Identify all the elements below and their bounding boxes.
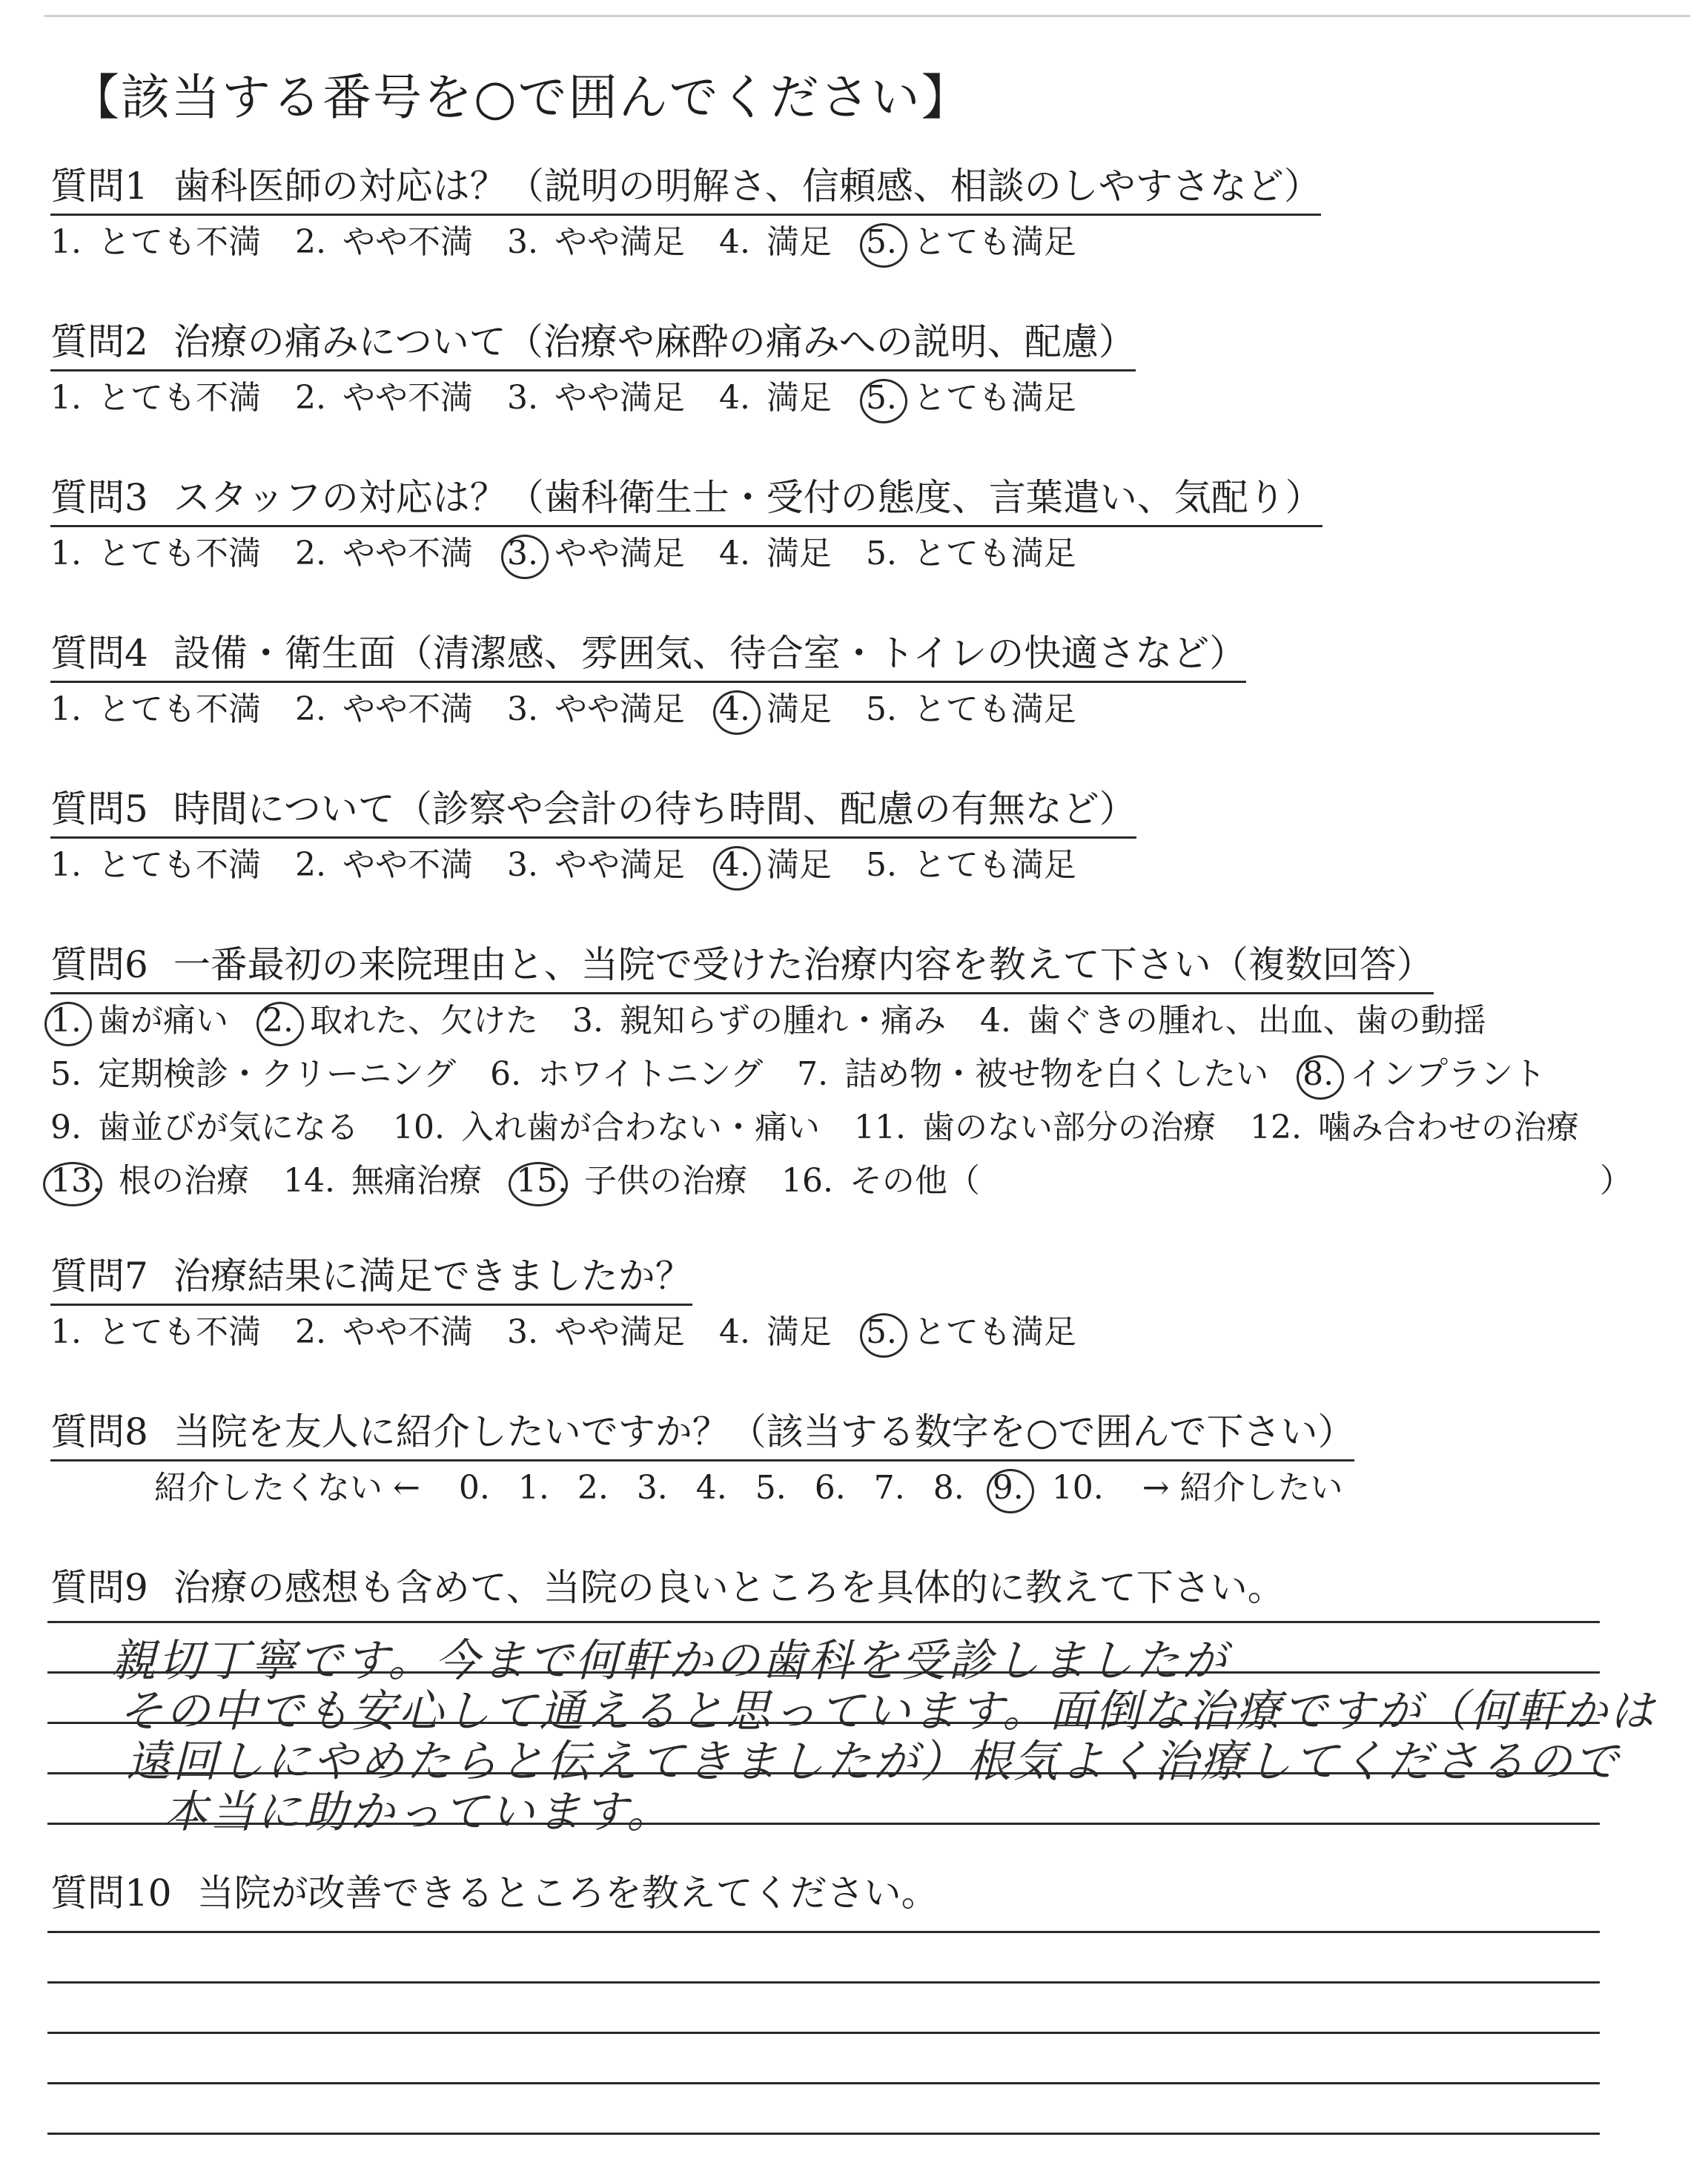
option-label: やや不満 (342, 379, 473, 417)
option-number: 1. (50, 1313, 82, 1351)
question-text: 当院が改善できるところを教えてください。 (196, 1872, 939, 1915)
option-label: やや満足 (554, 690, 685, 728)
option-label: 無痛治療 (351, 1162, 482, 1200)
option-number: 5. (865, 535, 897, 572)
question-number: 質問7 (50, 1255, 148, 1298)
option-label: インプラント (1350, 1055, 1546, 1093)
option-number: 5. (866, 371, 897, 425)
answer-line (47, 1931, 1600, 1933)
question-number: 質問10 (50, 1872, 172, 1915)
option-number: 3. (506, 223, 538, 261)
answer-option[interactable] (50, 527, 261, 581)
option-label: とても満足 (913, 379, 1076, 417)
answer-option[interactable] (295, 683, 473, 736)
option-number: 6. (490, 1055, 522, 1093)
option-number: 4. (718, 535, 750, 572)
answer-option[interactable] (719, 371, 832, 425)
question-text: 一番最初の来院理由と、当院で受けた治療内容を教えて下さい（複数回答） (173, 943, 1434, 986)
answer-option[interactable] (295, 371, 473, 425)
answer-option[interactable] (1250, 1101, 1579, 1155)
option-number: 5. (866, 216, 897, 269)
option-label: ホワイトニング (537, 1055, 764, 1093)
option-label: とても満足 (913, 223, 1076, 261)
scale-option[interactable] (755, 1462, 787, 1515)
question-8 (50, 1407, 1681, 1515)
option-number: 9. (50, 1109, 82, 1146)
option-row (50, 1155, 1681, 1208)
option-number: 1. (50, 846, 82, 884)
option-number: 4. (719, 683, 750, 736)
answer-option[interactable] (295, 839, 473, 892)
option-label: 歯が痛い (97, 1002, 228, 1040)
option-label: 満足 (766, 690, 832, 728)
answer-option[interactable] (507, 216, 685, 269)
option-label: やや不満 (342, 223, 473, 261)
question-number: 質問2 (50, 320, 148, 363)
answer-option[interactable] (295, 216, 473, 269)
handwritten-line-3: 遠回しにやめたらと伝えてきましたが）根気よく治療してくださるので (126, 1736, 1621, 1788)
answer-option[interactable] (50, 683, 261, 736)
answer-option[interactable] (572, 994, 946, 1048)
answer-options-grid[interactable] (50, 994, 1681, 1208)
option-label: やや満足 (554, 535, 685, 572)
option-label: 子供の治療 (583, 1162, 747, 1200)
option-label: とても不満 (97, 535, 261, 572)
option-number: 11. (853, 1109, 906, 1146)
option-label: とても満足 (913, 535, 1076, 572)
answer-option[interactable] (866, 839, 1076, 892)
option-label: とても満足 (913, 690, 1076, 728)
answer-option[interactable] (1302, 1048, 1546, 1101)
answer-option[interactable] (393, 1101, 820, 1155)
option-label: とても不満 (97, 1313, 261, 1351)
scale-left-label: 紹介したくない ← (154, 1469, 420, 1507)
option-number: 8. (1302, 1048, 1334, 1101)
answer-option[interactable] (866, 1306, 1076, 1359)
answer-option[interactable] (781, 1155, 980, 1208)
option-number: 3. (506, 379, 538, 417)
option-label: やや不満 (342, 846, 473, 884)
scale-number: 1. (517, 1469, 549, 1507)
option-row (50, 1101, 1681, 1155)
option-label: 詰め物・被せ物を白くしたい (844, 1055, 1269, 1093)
option-number: 3. (507, 527, 538, 581)
option-label: とても不満 (97, 379, 261, 417)
answer-option[interactable] (50, 1101, 359, 1155)
question-number: 質問9 (50, 1566, 148, 1609)
option-label: 親知らずの腫れ・痛み (619, 1002, 946, 1040)
answer-option[interactable] (866, 527, 1076, 581)
option-number: 1. (50, 223, 82, 261)
answer-option[interactable] (50, 1155, 249, 1208)
option-label: 歯並びが気になる (97, 1109, 359, 1146)
option-label: 根の治療 (118, 1162, 249, 1200)
scale-option[interactable] (637, 1462, 668, 1515)
question-number: 質問5 (50, 787, 148, 830)
answer-options[interactable] (50, 839, 1681, 892)
option-label: 入れ歯が合わない・痛い (460, 1109, 820, 1146)
question-5 (50, 785, 1681, 892)
option-number: 15. (516, 1155, 568, 1208)
option-number: 2. (294, 846, 326, 884)
answer-option[interactable] (980, 994, 1486, 1048)
option-number: 1. (50, 690, 82, 728)
option-label: とても不満 (97, 223, 261, 261)
option-label: 満足 (766, 1313, 832, 1351)
option-number: 2. (294, 1313, 326, 1351)
option-number: 3. (506, 690, 538, 728)
answer-option[interactable] (50, 839, 261, 892)
option-number: 5. (865, 690, 897, 728)
answer-option[interactable] (719, 839, 832, 892)
option-label: 取れた、欠けた (309, 1002, 538, 1040)
question-heading (50, 473, 1323, 527)
answer-options[interactable] (50, 1306, 1681, 1359)
option-label: とても満足 (913, 1313, 1076, 1351)
answer-option[interactable] (50, 1306, 261, 1359)
other-close-paren: ） (1600, 1162, 1632, 1200)
answer-line (47, 2082, 1600, 2084)
handwritten-line-2: その中でも安心して通えると思っています。面倒な治療ですが（何軒かは (119, 1685, 1657, 1737)
option-label: やや不満 (342, 535, 473, 572)
question-heading (50, 162, 1321, 216)
scale-option[interactable] (577, 1462, 609, 1515)
option-number: 1. (50, 379, 82, 417)
option-number: 3. (506, 846, 538, 884)
option-number: 1. (50, 535, 82, 572)
option-number: 1. (50, 994, 82, 1048)
page-title: 【該当する番号を○で囲んでください】 (70, 69, 972, 126)
answer-option[interactable] (507, 1306, 685, 1359)
option-number: 2. (294, 690, 326, 728)
answer-line (47, 1621, 1600, 1623)
answer-option[interactable] (507, 371, 685, 425)
question-text: 設備・衛生面（清潔感、雰囲気、待合室・トイレの快適さなど） (173, 632, 1247, 675)
answer-option[interactable] (50, 1048, 456, 1101)
answer-option[interactable] (283, 1155, 482, 1208)
handwritten-line-1: 親切丁寧です。今まで何軒かの歯科を受診しましたが (111, 1635, 1229, 1687)
option-row (50, 1048, 1681, 1101)
answer-option[interactable] (295, 527, 473, 581)
option-label: とても不満 (97, 690, 261, 728)
option-row (50, 994, 1681, 1048)
option-number: 5. (866, 1306, 897, 1359)
recommend-scale[interactable] (50, 1462, 1681, 1515)
option-number: 4. (719, 839, 750, 892)
answer-option[interactable] (719, 1306, 832, 1359)
scale-number: 3. (636, 1469, 668, 1507)
option-number: 7. (797, 1055, 829, 1093)
answer-option[interactable] (516, 1155, 747, 1208)
question-9 (50, 1563, 1681, 1615)
question-heading (50, 1407, 1354, 1462)
option-label: とても不満 (97, 846, 261, 884)
top-border (44, 15, 1690, 17)
question-heading (50, 317, 1136, 371)
answer-option[interactable] (719, 683, 832, 736)
question-number: 質問6 (50, 943, 148, 986)
scale-number: 4. (695, 1469, 727, 1507)
scale-option[interactable] (815, 1462, 846, 1515)
question-text: スタッフの対応は？（歯科衛生士・受付の態度、言葉遣い、気配り） (173, 476, 1323, 519)
answer-options[interactable] (50, 527, 1681, 581)
answer-line (47, 2032, 1600, 2034)
scale-number: 6. (814, 1469, 846, 1507)
answer-option[interactable] (866, 216, 1076, 269)
option-number: 13. (50, 1155, 102, 1208)
option-label: 満足 (766, 379, 832, 417)
answer-options[interactable] (50, 683, 1681, 736)
scale-option[interactable] (933, 1462, 964, 1515)
question-heading (50, 1563, 1681, 1615)
question-4 (50, 629, 1681, 736)
option-number: 3. (506, 1313, 538, 1351)
option-number: 2. (294, 535, 326, 572)
question-7 (50, 1252, 1681, 1359)
option-number: 2. (262, 994, 294, 1048)
question-text: 歯科医師の対応は？（説明の明解さ、信頼感、相談のしやすさなど） (173, 165, 1321, 208)
scale-number: 10. (1051, 1469, 1104, 1507)
option-number: 4. (718, 1313, 750, 1351)
option-number: 2. (294, 379, 326, 417)
answer-option[interactable] (295, 1306, 473, 1359)
scale-option[interactable] (696, 1462, 727, 1515)
question-number: 質問1 (50, 165, 148, 208)
scale-number: 9. (993, 1462, 1024, 1515)
question-text: 時間について（診察や会計の待ち時間、配慮の有無など） (173, 787, 1136, 830)
question-heading (50, 1252, 692, 1306)
answer-option[interactable] (719, 216, 832, 269)
question-2 (50, 317, 1681, 425)
answer-option[interactable] (507, 527, 685, 581)
option-label: やや満足 (554, 223, 685, 261)
option-label: 定期検診・クリーニング (97, 1055, 457, 1093)
option-number: 12. (1249, 1109, 1302, 1146)
question-heading (50, 629, 1246, 683)
scale-number: 8. (933, 1469, 964, 1507)
answer-option[interactable] (50, 371, 261, 425)
option-number: 14. (282, 1162, 335, 1200)
option-number: 10. (392, 1109, 445, 1146)
option-label: 噛み合わせの治療 (1317, 1109, 1579, 1146)
question-text: 当院を友人に紹介したいですか？（該当する数字を○で囲んで下さい） (173, 1410, 1355, 1453)
option-label: やや不満 (342, 1313, 473, 1351)
answer-option[interactable] (866, 371, 1076, 425)
option-label: やや不満 (342, 690, 473, 728)
answer-option[interactable] (507, 839, 685, 892)
option-label: やや満足 (554, 1313, 685, 1351)
scale-option[interactable] (993, 1462, 1024, 1515)
scale-option[interactable] (518, 1462, 549, 1515)
option-number: 2. (294, 223, 326, 261)
question-number: 質問8 (50, 1410, 148, 1453)
option-label: やや満足 (554, 846, 685, 884)
scale-number: 0. (458, 1469, 490, 1507)
option-label: 歯のない部分の治療 (921, 1109, 1216, 1146)
scale-right-label: → 紹介したい (1142, 1469, 1343, 1507)
answer-options[interactable] (50, 371, 1681, 425)
answer-option[interactable] (866, 683, 1076, 736)
answer-option[interactable] (50, 216, 261, 269)
option-number: 3. (572, 1002, 603, 1040)
answer-option[interactable] (797, 1048, 1268, 1101)
answer-option[interactable] (50, 994, 228, 1048)
question-heading (50, 785, 1136, 839)
answer-line (47, 1981, 1600, 1984)
question-heading (50, 1869, 1681, 1920)
question-heading (50, 940, 1434, 994)
question-number: 質問4 (50, 632, 148, 675)
option-number: 16. (781, 1162, 833, 1200)
question-text: 治療の痛みについて（治療や麻酔の痛みへの説明、配慮） (173, 320, 1136, 363)
scale-number: 2. (577, 1469, 609, 1507)
option-number: 4. (718, 223, 750, 261)
option-label: その他（ (849, 1162, 980, 1200)
option-label: 満足 (766, 846, 832, 884)
answer-option[interactable] (490, 1048, 763, 1101)
question-10 (50, 1869, 1681, 1920)
question-text: 治療の感想も含めて、当院の良いところを具体的に教えて下さい。 (173, 1566, 1285, 1609)
scale-option[interactable] (1052, 1462, 1104, 1515)
option-number: 5. (50, 1055, 82, 1093)
question-6 (50, 940, 1681, 1208)
question-3 (50, 473, 1681, 581)
question-number: 質問3 (50, 476, 148, 519)
option-label: とても満足 (913, 846, 1076, 884)
option-label: 満足 (766, 535, 832, 572)
scale-option[interactable] (874, 1462, 905, 1515)
answer-line (47, 2133, 1600, 2135)
answer-options[interactable] (50, 216, 1681, 269)
answer-option[interactable] (507, 683, 685, 736)
question-text: 治療結果に満足できましたか？ (173, 1255, 692, 1298)
option-number: 4. (718, 379, 750, 417)
option-number: 4. (979, 1002, 1011, 1040)
option-label: 歯ぐきの腫れ、出血、歯の動揺 (1027, 1002, 1486, 1040)
answer-option[interactable] (719, 527, 832, 581)
option-label: やや満足 (554, 379, 685, 417)
question-1 (50, 162, 1681, 269)
scale-number: 7. (873, 1469, 905, 1507)
scale-option[interactable] (459, 1462, 490, 1515)
option-number: 5. (865, 846, 897, 884)
option-label: 満足 (766, 223, 832, 261)
handwritten-line-4: 本当に助かっています。 (163, 1786, 674, 1838)
scale-number: 5. (755, 1469, 787, 1507)
answer-option[interactable] (262, 994, 538, 1048)
answer-option[interactable] (854, 1101, 1216, 1155)
